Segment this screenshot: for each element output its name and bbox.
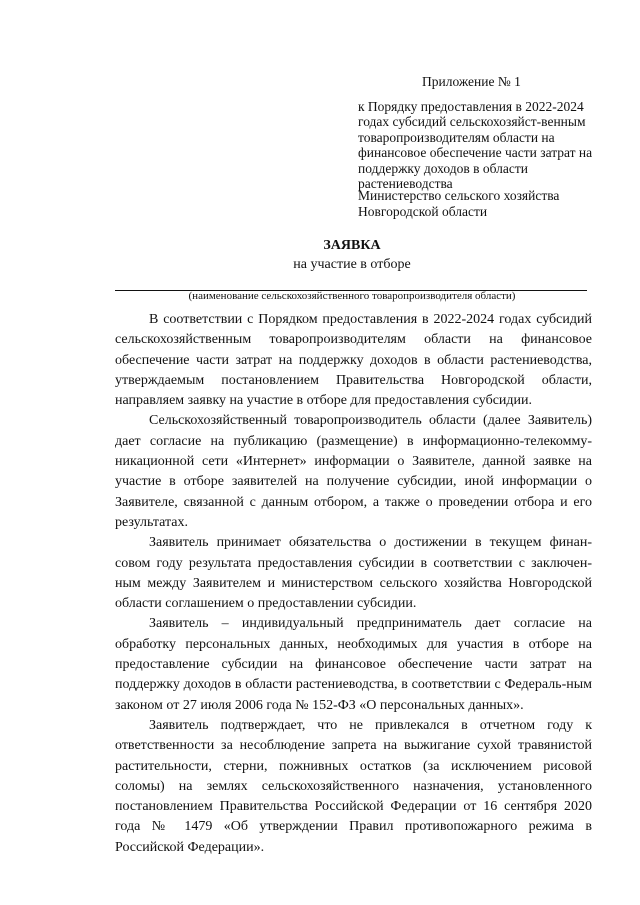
applicant-name-caption: (наименование сельскохозяйственного товаропроизводителя области) xyxy=(188,290,516,302)
recipient-ministry: Министерство сельского хозяйства Новгородской области xyxy=(358,188,560,219)
body-paragraph: Заявитель принимает обязательства о достижении в текущем финан-совом году результата предоставления субсидии в соответствии с заключен-ным между Заявителем и министерством сельского хозяйства Новгородской области соглашением о предоставлении субсидии. xyxy=(115,535,592,612)
body-paragraph: Заявитель подтверждает, что не привлекался в отчетном году к ответственности за несоблюдение запрета на выжигание сухой травянистой растительности, стерни, пожнивных остатков (за исключением рисовой соломы) на землях сельскохозяйственного назначения, установленного постановлением Правительства Российской Федерации от 16 сентября 2020 года № 1479 «Об утверждении Правил противопожарного режима в Российской Федерации». xyxy=(115,717,592,855)
appendix-number: Приложение № 1 xyxy=(422,74,521,89)
document-body xyxy=(115,310,592,858)
document-title: ЗАЯВКА xyxy=(323,238,381,253)
appendix-text: к Порядку предоставления в 2022-2024 годах субсидий сельскохозяйст-венным товаропроизводителям области на финансовое обеспечение части затрат на поддержку доходов в области растениеводства xyxy=(358,98,593,191)
body-paragraph: Заявитель – индивидуальный предприниматель дает согласие на обработку персональных данных, необходимых для участия в отборе на предоставление субсидии на финансовое обеспечение части затрат на поддержку доходов в области растениеводства, в соответствии с Федераль-ным законом от 27 июля 2006 года № 152-ФЗ «О персональных данных». xyxy=(115,616,592,713)
document-subtitle: на участие в отборе xyxy=(293,257,411,272)
appendix-block xyxy=(358,74,608,192)
body-paragraph: Сельскохозяйственный товаропроизводитель области (далее Заявитель) дает согласие на публикацию (размещение) в информационно-телекомму-никационной сети «Интернет» информации о Заявителе, данной заявке на участие в отборе заявителей на получение субсидии, иной информации о Заявителе, связанной с данным отбором, а также о проведении отбора и его результатах. xyxy=(115,413,592,530)
body-paragraph: В соответствии с Порядком предоставления в 2022-2024 годах субсидий сельскохозяйственным товаропроизводителям области на финансовое обеспечение части затрат на поддержку доходов в области растениеводства, утверждаемым постановлением Правительства Новгородской области, направляем заявку на участие в отборе для предоставления субсидии. xyxy=(115,312,592,409)
